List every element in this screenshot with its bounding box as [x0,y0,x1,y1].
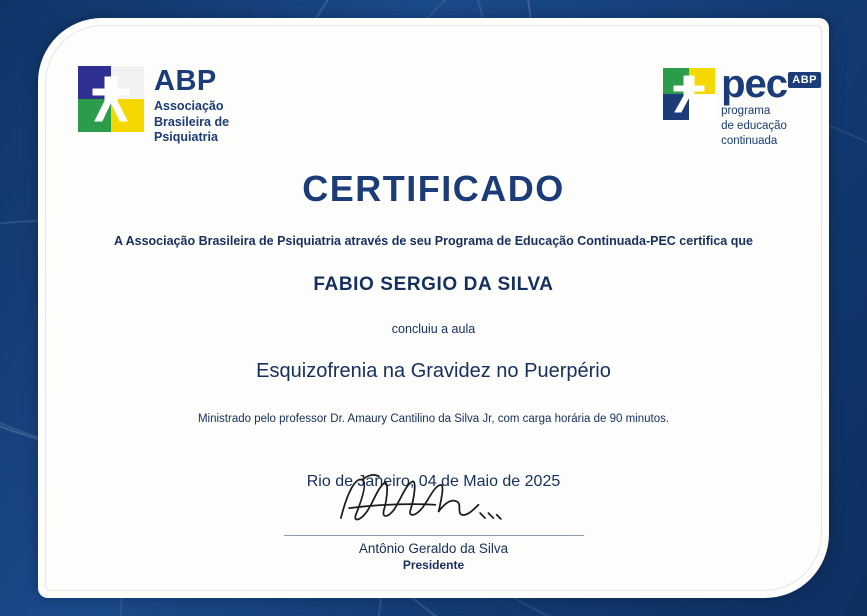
abp-logo-icon [78,66,144,132]
certificate-title: CERTIFICADO [302,168,565,209]
recipient-name: FABIO SERGIO DA SILVA [313,274,554,295]
certificate-page [38,18,829,598]
person-figure-icon [672,74,706,114]
pec-logo-icon [663,68,715,120]
handwritten-signature [326,470,541,528]
place-and-date: Rio de Janeiro, 04 de Maio de 2025 [306,473,561,490]
pec-logo [663,62,817,149]
abp-acronym: ABP [154,65,217,97]
abp-logo [78,66,229,146]
instructor-line: Ministrado pelo professor Dr. Amaury Cantilino da Silva Jr, com carga horária de 90 minutos. [197,413,670,425]
signature-block [38,470,829,572]
signature-rule [284,535,584,536]
signatory-name: Antônio Geraldo da Silva [358,541,509,556]
pec-acronym: pec [721,62,787,106]
certificate-intro-text: A Associação Brasileira de Psiquiatria através de seu Programa de Educação Continuada-PEC certifica que [114,234,753,248]
certificate-body [38,168,829,491]
abp-name: Associação Brasileira de Psiquiatria [154,99,230,145]
signatory-role: Presidente [402,558,465,572]
pec-abp-badge: ABP [788,72,821,88]
person-figure-icon [91,75,131,123]
course-title: Esquizofrenia na Gravidez no Puerpério [256,360,611,382]
pec-subtitle: programa de educação continuada [721,104,787,147]
completion-label: concluiu a aula [391,322,476,336]
